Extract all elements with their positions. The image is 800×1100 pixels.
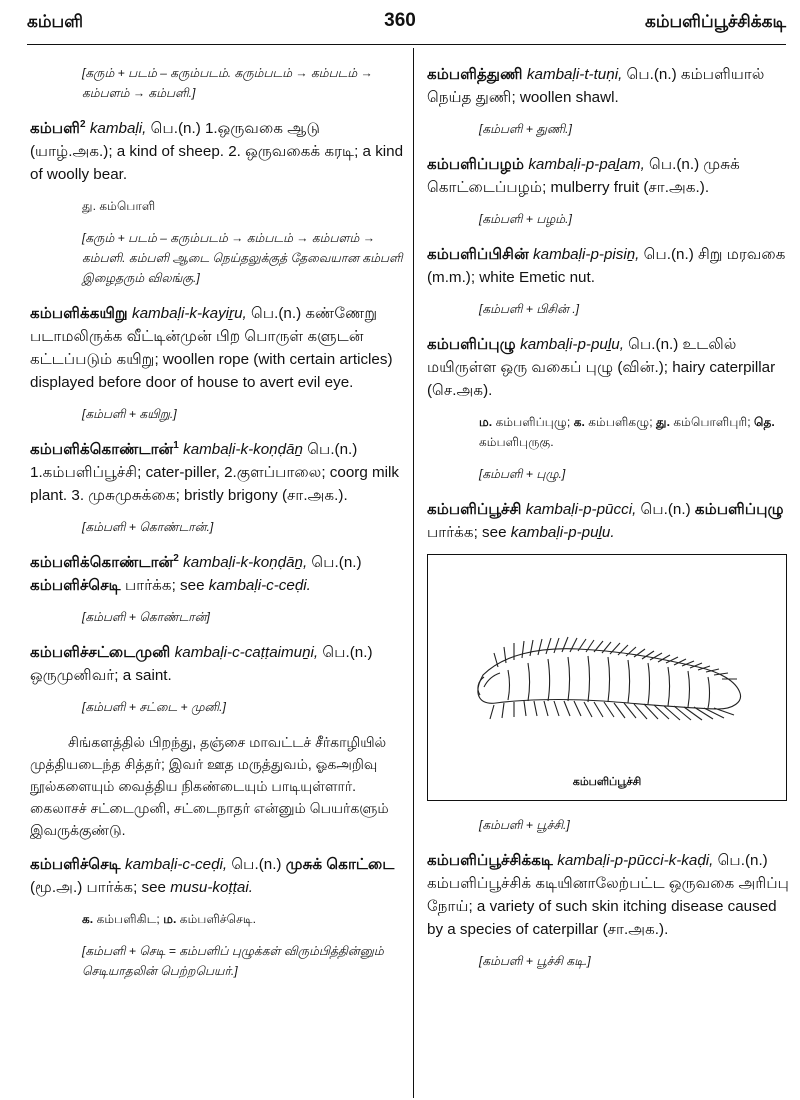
cross-reference-transliteration: kambaḷi-c-ceḍi. [208,577,311,594]
cognate-word: கம்பளிப்புழு; [495,415,571,429]
homonym-number: 2 [173,552,179,564]
cognate-word: கம்பொளிபுரி; [673,415,751,429]
header-rule [27,44,786,45]
headword: கம்பளிக்கயிறு [30,305,128,322]
etymology: [கம்பளி + பழம்.] [479,212,572,226]
etymology: [கரும் + படம் – கரும்படம். கரும்படம் → கம்படம் → கம்பளம் → கம்பளி.] [82,66,373,100]
transliteration: kambaḷi-p-puḻu, [520,336,624,353]
dictionary-entry [30,117,406,186]
etymology: [கம்பளி + பூச்சி கடி.] [479,954,591,968]
headword: கம்பளிப்பூச்சிக்கடி [427,852,553,869]
transliteration: kambaḷi-k-kayiṟu, [131,305,247,322]
cross-reference-text: பார்க்க; see [125,577,205,594]
figure-caption: கம்பளிப்பூச்சி [572,776,642,788]
transliteration: kambaḷi, [89,120,147,137]
definition: பெ.(n.) ஒருமுனிவர்; a saint. [30,644,373,684]
page-number: 360 [384,10,416,31]
transliteration: kambaḷi-p-pisiṉ, [533,246,640,263]
definition: பெ.(n.) [231,856,282,873]
transliteration: kambaḷi-p-paḻam, [528,156,645,173]
dictionary-entry [30,853,406,899]
definition: பெ.(n.) [311,554,362,571]
caterpillar-illustration [427,554,787,801]
dictionary-entry [427,333,789,402]
cognate-language: ம. [163,912,177,926]
cognate-word: கம்பளிகிட; [96,912,160,926]
headword: கம்பளிக்கொண்டான் [30,441,174,458]
etymology: [கம்பளி + பூச்சி.] [479,818,570,832]
dictionary-entry [30,438,406,507]
headword: கம்பளிக்கொண்டான் [30,554,174,571]
column-divider [413,48,414,1098]
cross-reference-text: பார்க்க; see [427,524,507,541]
dictionary-entry [30,551,406,597]
headword: கம்பளிப்பிசின் [427,246,529,263]
etymology: [கரும் + படம் – கரும்படம் → கம்படம் → கம்பளம் → கம்பளி. கம்பளி ஆடை நெய்தலுக்குத் தேவையான கம்பளி இழைதரும் விலங்கு.] [82,231,403,285]
etymology: [கம்பளி + கொண்டான்.] [82,520,214,534]
dictionary-entry [427,849,789,941]
cross-reference-headword: கம்பளிச்செடி [30,577,121,594]
headword: கம்பளி [30,120,81,137]
caterpillar-drawing [458,605,758,745]
etymology: [கம்பளி + சட்டை + முனி.] [82,700,226,714]
dictionary-entry [427,243,789,289]
transliteration: kambaḷi-p-pūcci-k-kaḍi, [557,852,714,869]
transliteration: kambaḷi-k-koṇḍāṉ [183,441,303,458]
headword: கம்பளிப்புழு [427,336,516,353]
cognate-language: க. [82,912,94,926]
headword: கம்பளிச்செடி [30,856,121,873]
transliteration: kambaḷi-t-tuṇi, [526,66,623,83]
etymology: [கம்பளி + செடி = கம்பளிப் புழுக்கள் விரும்பித்தின்னும் செடியாதலின் பெற்றபெயர்.] [82,944,384,978]
homonym-number: 2 [80,118,86,130]
cognate-language: க. [573,415,585,429]
definition: பெ.(n.) 1.கம்பளிப்பூச்சி; cater-piller, 2.குளப்பாலை; coorg milk plant. 3. முசுமுசுக்கை; bristly brigony (சா.அக.). [30,441,400,504]
dictionary-entry [427,63,789,109]
definition: பெ.(n.) உடலில் மயிருள்ள ஒரு வகைப் புழு (வின்.); hairy caterpillar (செ.அக). [427,336,776,399]
dictionary-entry [30,641,406,687]
homonym-number: 1 [173,439,179,451]
dictionary-entry [427,498,789,544]
cognates [479,412,789,452]
cognate-language: தெ. [754,415,775,429]
cross-reference-headword: முசுக் கொட்டை [285,856,395,873]
left-column [30,55,406,995]
etymology: [கம்பளி + துணி.] [479,122,572,136]
cognate-language: து. [656,415,670,429]
dictionary-entry [30,302,406,394]
left-guide-word: கம்பளி [27,12,83,31]
right-guide-word: கம்பளிப்பூச்சிக்கடி [644,12,786,31]
headword: கம்பளிப்பழம் [427,156,525,173]
definition: பெ.(n.) [640,501,691,518]
cognates: து. கம்பொளி [82,199,156,213]
cross-reference-text: (மூ.அ.) பார்க்க; see [30,879,166,896]
cognates [82,909,406,929]
cross-reference-transliteration: kambaḷi-p-puḻu. [510,524,615,541]
page-header [0,0,800,44]
right-column [427,55,789,985]
etymology: [கம்பளி + பிசின் .] [479,302,580,316]
transliteration: kambaḷi-c-ceḍi, [125,856,228,873]
transliteration: kambaḷi-k-koṇḍāṉ, [183,554,308,571]
headword: கம்பளிச்சட்டைமுனி [30,644,171,661]
etymology: [கம்பளி + கொண்டான்] [82,610,210,624]
definition: பெ.(n.) கம்பளியால் நெய்த துணி; woollen shawl. [427,66,765,106]
definition: பெ.(n.) கம்பளிப்பூச்சிக் கடியினாலேற்பட்ட ஒருவகை அரிப்பு நோய்; a variety of such skin itching disease caused by a species of caterpillar (சா.அக.). [427,852,789,938]
cognate-language: ம. [479,415,493,429]
definition: பெ.(n.) 1.ஒருவகை ஆடு (யாழ்.அக.); a kind of sheep. 2. ஒருவகைக் கரடி; a kind of woolly bear. [30,120,404,183]
cross-reference-headword: கம்பளிப்புழு [694,501,784,518]
encyclopedic-note: சிங்களத்தில் பிறந்து, தஞ்சை மாவட்டச் சீர்காழியில் முத்தியடைந்த சித்தர்; இவர் ஊத மருத்துவம், ஓகஅறிவு நூல்களையும் வைத்திய நிகண்டையும் பாடியுள்ளார். கைலாசச் சட்டைமுனி, சட்டைநாதர் என்னும் பெயர்களும் இவருக்குண்டு. [30,734,389,838]
transliteration: kambaḷi-p-pūcci, [525,501,637,518]
cross-reference-transliteration: musu-koṭṭai. [170,879,253,896]
cognate-word: கம்பளிபுருகு. [479,435,554,449]
definition: பெ.(n.) சிறு மரவகை (m.m.); white Emetic nut. [427,246,786,286]
headword: கம்பளிப்பூச்சி [427,501,522,518]
transliteration: kambaḷi-c-caṭṭaimuṉi, [174,644,319,661]
definition: பெ.(n.) கண்ணேறு படாமலிருக்க வீட்டின்முன் பிற பொருள் களுடன் கட்டப்படும் கயிறு; woollen rope (with certain articles) displayed before door of house to avert evil eye. [30,305,393,391]
etymology: [கம்பளி + கயிறு.] [82,407,177,421]
etymology: [கம்பளி + புழு.] [479,467,566,481]
cognate-word: கம்பளிகழு; [588,415,653,429]
headword: கம்பளித்துணி [427,66,523,83]
dictionary-entry [427,153,789,199]
cognate-word: கம்பளிச்செடி. [179,912,256,926]
definition: பெ.(n.) முசுக் கொட்டைப்பழம்; mulberry fruit (சா.அக.). [427,156,740,196]
